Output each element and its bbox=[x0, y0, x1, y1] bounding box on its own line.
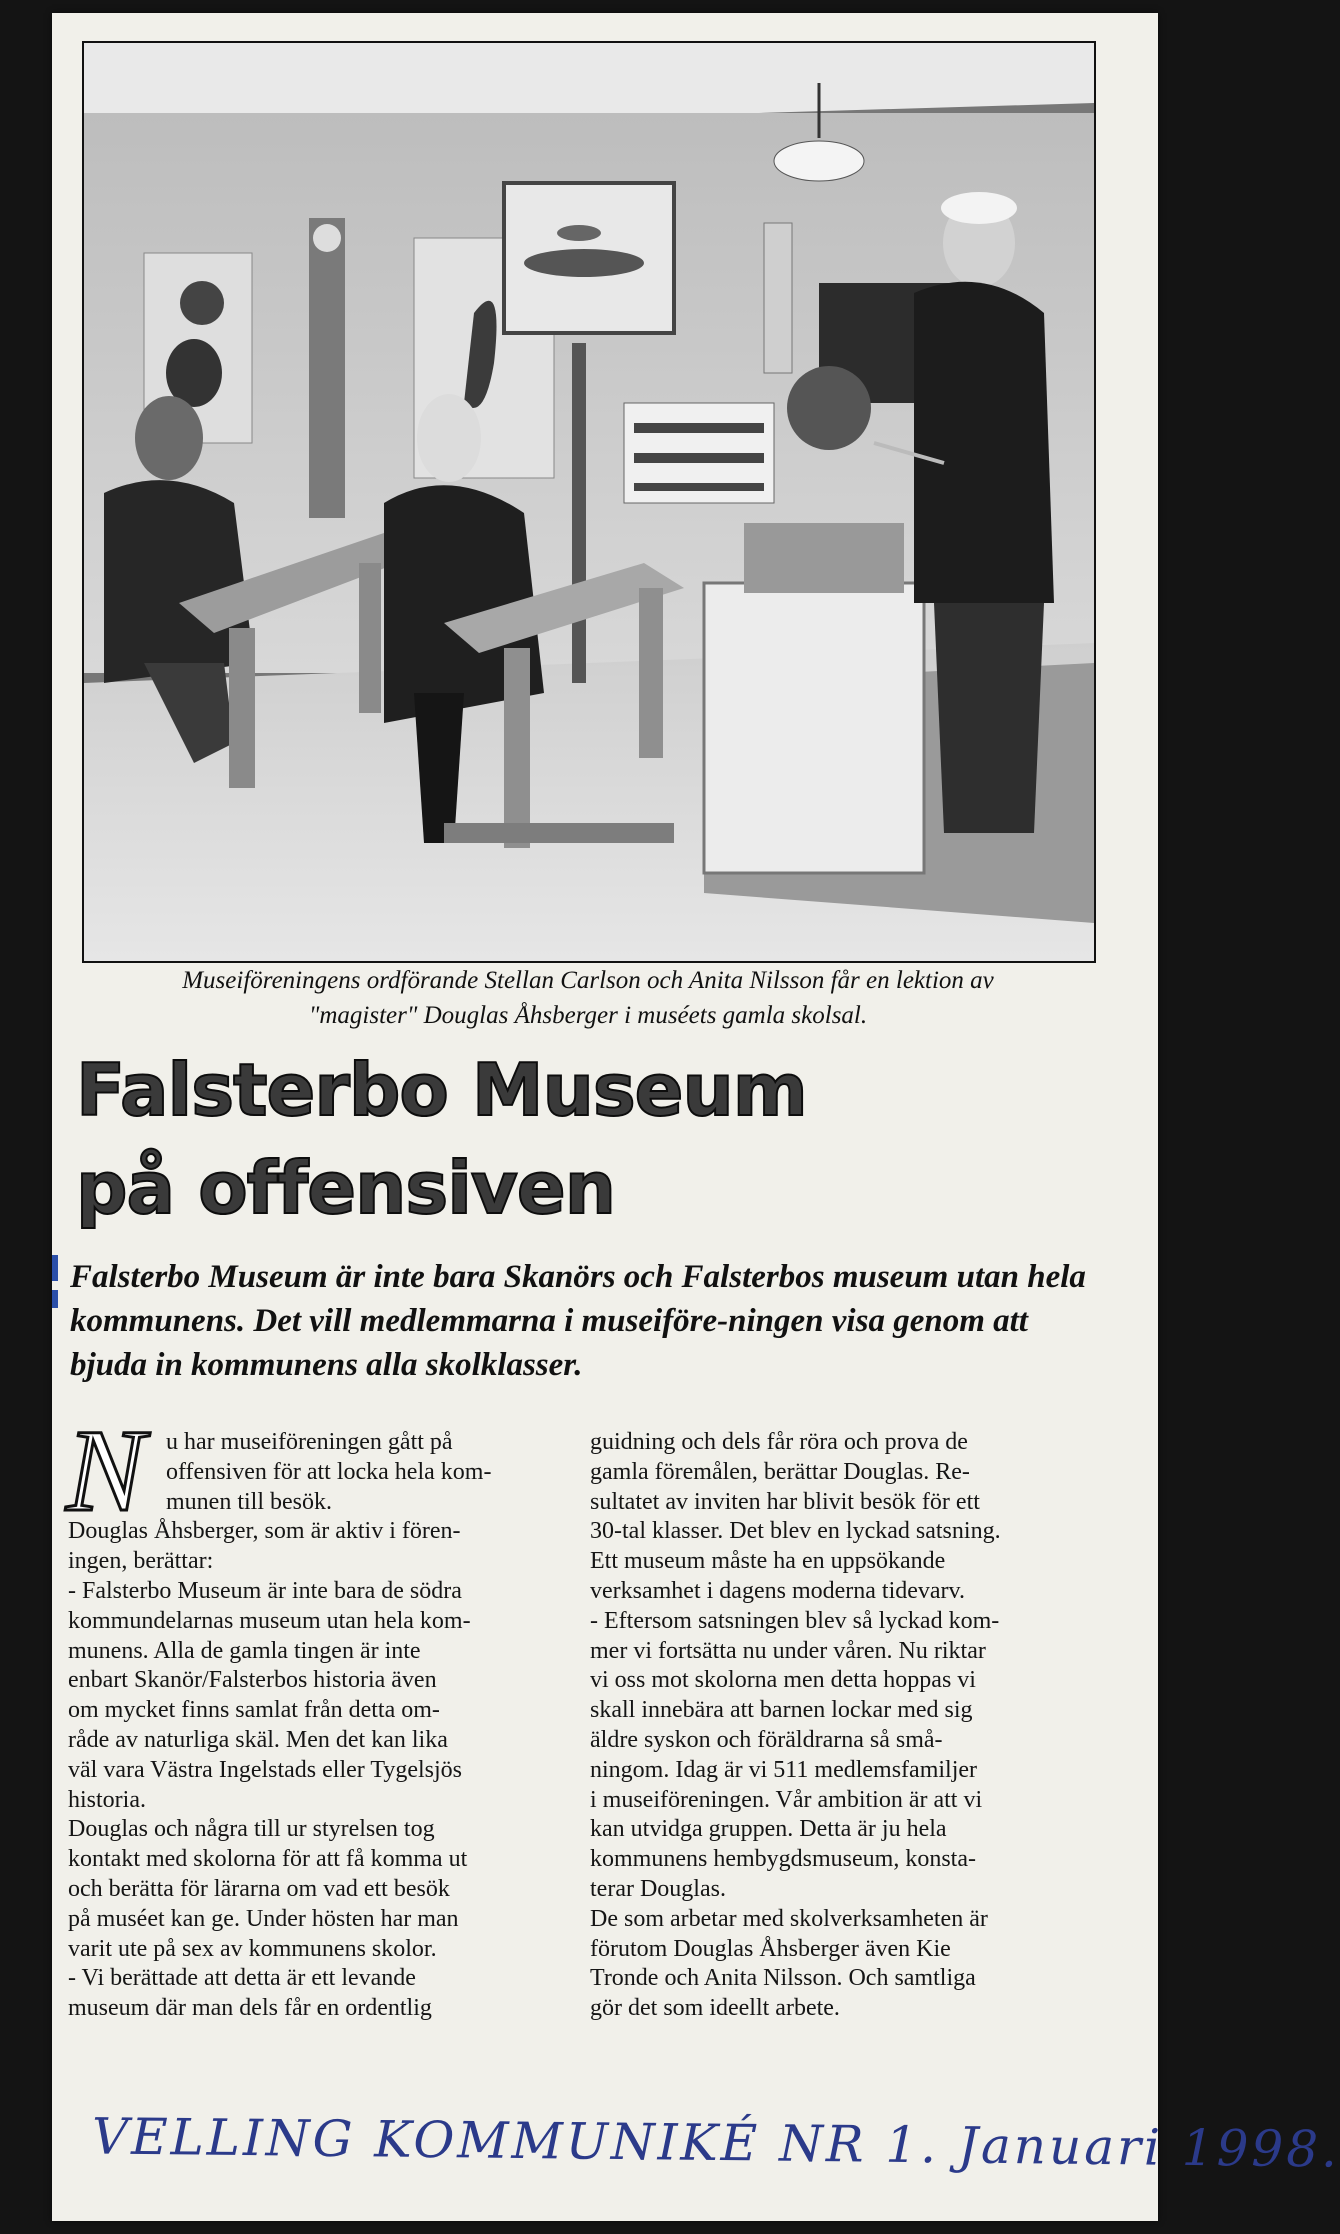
edge-mark bbox=[52, 1255, 58, 1281]
text-line: skall innebära att barnen lockar med sig bbox=[590, 1697, 973, 1724]
headline-line: på offensiven bbox=[76, 1146, 615, 1230]
dropcap-text: N bbox=[66, 1405, 145, 1536]
text-line: u har museiföreningen gått på bbox=[166, 1429, 453, 1455]
text-line: gamla föremålen, berättar Douglas. Re- bbox=[590, 1458, 970, 1485]
text-line: kommunens hembygdsmuseum, konsta- bbox=[590, 1846, 976, 1873]
text-line: Ett museum måste ha en uppsökande bbox=[590, 1548, 946, 1575]
text-line: ingen, berättar: bbox=[68, 1548, 214, 1575]
text-line: munens. Alla de gamla tingen är inte bbox=[68, 1637, 421, 1664]
text-line: - Eftersom satsningen blev så lyckad kom- bbox=[590, 1607, 1000, 1634]
handwritten-source-note: VELLING KOMMUNIKÉ NR 1. Januari 1998. bbox=[91, 2107, 1340, 2179]
text-line: om mycket finns samlat från detta om- bbox=[68, 1697, 440, 1724]
newspaper-clipping bbox=[52, 13, 1340, 2221]
classroom-photo-illustration bbox=[84, 43, 1094, 961]
text-line: kontakt med skolorna för att få komma ut bbox=[68, 1846, 468, 1873]
text-line: guidning och dels får röra och prova de bbox=[590, 1429, 968, 1455]
article-column-right bbox=[590, 1428, 1090, 2024]
headline bbox=[76, 1041, 1126, 1237]
text-line: mer vi fortsätta nu under våren. Nu riktar bbox=[590, 1637, 986, 1664]
edge-mark bbox=[52, 1290, 58, 1308]
text-line: verksamhet i dagens moderna tidevarv. bbox=[590, 1577, 965, 1604]
caption-line: "magister" Douglas Åhsberger i muséets gamla skolsal. bbox=[308, 1002, 868, 1029]
text-line: i museiföreningen. Vår ambition är att vi bbox=[590, 1786, 983, 1813]
text-line: - Vi berättade att detta är ett levande bbox=[68, 1965, 416, 1992]
text-line: gör det som ideellt arbete. bbox=[590, 1995, 840, 2022]
article-column-left bbox=[66, 1405, 538, 2024]
text-line: kommundelarnas museum utan hela kom- bbox=[68, 1607, 471, 1634]
lead-paragraph: Falsterbo Museum är inte bara Skanörs och Falsterbos museum utan hela kommunens. Det vill medlemmarna i museiföre-ningen visa genom att bjuda in kommunens alla skolklasser. bbox=[70, 1259, 1086, 1383]
text-line: historia. bbox=[68, 1786, 146, 1813]
text-line: - Falsterbo Museum är inte bara de södra bbox=[68, 1577, 462, 1604]
text-line: Douglas Åhsberger, som är aktiv i fören- bbox=[68, 1518, 461, 1545]
text-line: museum där man dels får en ordentlig bbox=[68, 1995, 432, 2022]
text-line: äldre syskon och föräldrarna så små- bbox=[590, 1726, 943, 1753]
text-line: vi oss mot skolorna men detta hoppas vi bbox=[590, 1667, 976, 1694]
caption-line: Museiföreningens ordförande Stellan Carlson och Anita Nilsson får en lektion av bbox=[182, 967, 994, 994]
text-line: på muséet kan ge. Under hösten har man bbox=[68, 1905, 459, 1932]
dropcap-letter bbox=[64, 1405, 154, 1536]
text-line: terar Douglas. bbox=[590, 1875, 726, 1902]
text-line: väl vara Västra Ingelstads eller Tygelsjös bbox=[68, 1756, 462, 1783]
text-line: varit ute på sex av kommunens skolor. bbox=[68, 1935, 437, 1962]
photo-caption bbox=[88, 963, 1088, 1033]
text-line: 30-tal klasser. Det blev en lyckad satsning. bbox=[590, 1518, 1001, 1545]
text-line: och berätta för lärarna om vad ett besök bbox=[68, 1875, 450, 1902]
text-line: Douglas och några till ur styrelsen tog bbox=[68, 1816, 435, 1843]
text-line: råde av naturliga skäl. Men det kan lika bbox=[68, 1726, 448, 1753]
text-line: sultatet av inviten har blivit besök för ett bbox=[590, 1488, 980, 1515]
article-photo bbox=[82, 41, 1096, 963]
text-line: förutom Douglas Åhsberger även Kie bbox=[590, 1935, 951, 1962]
text-line: offensiven för att locka hela kom- bbox=[166, 1458, 492, 1485]
text-line: ningom. Idag är vi 511 medlemsfamiljer bbox=[590, 1756, 978, 1783]
text-line: enbart Skanör/Falsterbos historia även bbox=[68, 1667, 437, 1694]
headline-line: Falsterbo Museum bbox=[76, 1048, 807, 1132]
text-line: Tronde och Anita Nilsson. Och samtliga bbox=[590, 1965, 976, 1992]
text-line: kan utvidga gruppen. Detta är ju hela bbox=[590, 1816, 947, 1843]
text-line: munen till besök. bbox=[166, 1488, 332, 1515]
text-line: De som arbetar med skolverksamheten är bbox=[590, 1905, 988, 1932]
